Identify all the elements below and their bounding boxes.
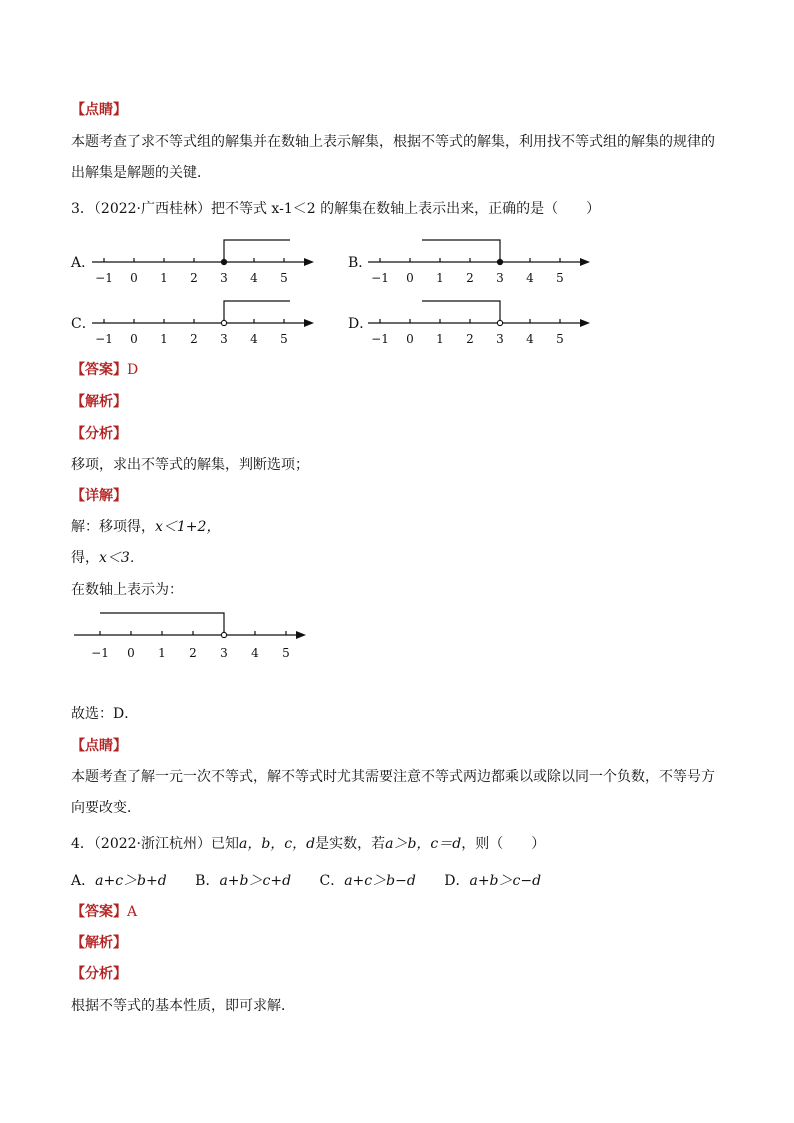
q3-jiexi-tag: 【解析】 [71, 394, 127, 410]
q4-answer-line [71, 902, 137, 922]
q3-option-c-tick-label: 0 [130, 332, 138, 346]
q4-answer-tag: 【答案】 [71, 904, 127, 920]
q3-answer-line [71, 360, 138, 380]
q3-solution-tick-label: 3 [220, 646, 228, 660]
q4-option-d [444, 873, 541, 889]
q4-jiexi-tag: 【解析】 [71, 935, 127, 951]
q4-option-b [195, 873, 291, 889]
q3-option-b-tick-label: 1 [436, 271, 444, 285]
q4-stem-mid: 是实数，若 [315, 836, 386, 852]
q3-option-b-tick-label: 3 [496, 271, 504, 285]
q3-option-b-tick-label: 2 [466, 271, 474, 285]
q3-step2 [71, 548, 144, 568]
q4-option-a [71, 873, 167, 889]
q3-solution-tick-label: −1 [91, 646, 109, 660]
q3-option-c-tick-label: −1 [95, 332, 113, 346]
q3-option-d-solution-ray [422, 301, 500, 323]
q4-option-c-letter: C． [319, 873, 345, 889]
q3-step1-prefix: 解：移项得， [71, 519, 155, 535]
q4-option-c-expr: a+c＞b−d [344, 873, 416, 889]
q3-answer-value: D [127, 362, 139, 378]
q3-solution-tick-label: 1 [158, 646, 166, 660]
q3-option-b-tick-label: 4 [526, 271, 534, 285]
q3-step2-math: x＜3． [99, 550, 144, 566]
q3-step3: 在数轴上表示为： [71, 582, 183, 598]
q3-option-a-tick-label: −1 [95, 271, 113, 285]
q3-option-a-tick-label: 2 [190, 271, 198, 285]
q3-option-c-tick-label: 3 [220, 332, 228, 346]
dianjing-text-2-line1: 本题考查了解一元一次不等式，解不等式时尤其需要注意不等式两边都乘以或除以同一个负数，不等号方 [71, 769, 715, 785]
q3-solution-tick-label: 2 [189, 646, 197, 660]
q3-fenxi-tag: 【分析】 [71, 426, 127, 442]
q4-stem-prefix: 4．（2022·浙江杭州）已知 [71, 836, 239, 852]
q3-step1 [71, 517, 220, 537]
q3-option-d-tick-label: 5 [556, 332, 564, 346]
q3-option-c-arrow [304, 319, 314, 327]
q3-step1-math: x＜1+2， [155, 519, 221, 535]
q3-fenxi-text: 移项，求出不等式的解集，判断选项； [71, 457, 309, 473]
q3-solution-tick-label: 0 [127, 646, 135, 660]
q3-solution-arrow [296, 631, 306, 639]
q3-solution-tick-label: 4 [251, 646, 259, 660]
dianjing-text-1-line1: 本题考查了求不等式组的解集并在数轴上表示解集，根据不等式的解集，利用找不等式组的解集的规律的 [71, 134, 715, 150]
q3-option-d-tick-label: 0 [406, 332, 414, 346]
q3-answer-tag: 【答案】 [71, 362, 127, 378]
q4-stem [71, 834, 545, 854]
q3-option-b-solution-ray [422, 240, 500, 262]
q3-option-d-letter: D． [348, 316, 374, 332]
q3-option-c-tick-label: 1 [160, 332, 168, 346]
dianjing-text-1-line2: 出解集是解题的关键． [71, 165, 211, 181]
dianjing-tag-1: 【点睛】 [71, 102, 127, 118]
q3-option-d-tick-label: −1 [371, 332, 389, 346]
q3-option-b-tick-label: 5 [556, 271, 564, 285]
q3-option-d-tick-label: 3 [496, 332, 504, 346]
q3-option-a-tick-label: 3 [220, 271, 228, 285]
q4-option-a-expr: a+c＞b+d [95, 873, 167, 889]
q3-option-d-tick-label: 2 [466, 332, 474, 346]
q3-option-b-letter: B． [348, 255, 373, 271]
q3-option-a-letter: A． [71, 255, 96, 271]
q3-option-c-tick-label: 2 [190, 332, 198, 346]
q3-option-a-closed-point [221, 259, 226, 264]
q4-fenxi-text: 根据不等式的基本性质，即可求解． [71, 998, 295, 1014]
q3-option-c-solution-ray [224, 301, 290, 323]
q3-option-a-arrow [304, 258, 314, 266]
q3-option-a-solution-ray [224, 240, 290, 262]
q3-option-c-tick-label: 5 [280, 332, 288, 346]
q3-option-b-tick-label: −1 [371, 271, 389, 285]
q3-option-b-number-line [366, 234, 596, 290]
q3-step2-prefix: 得， [71, 550, 99, 566]
q3-option-a-tick-label: 1 [160, 271, 168, 285]
q3-option-b-closed-point [497, 259, 502, 264]
q3-option-a-number-line [90, 234, 320, 290]
q3-option-d-number-line [366, 295, 596, 351]
q3-option-d-open-point [497, 320, 502, 325]
q3-stem: 3．（2022·广西桂林）把不等式 x-1＜2 的解集在数轴上表示出来，正确的是（ ） [71, 201, 601, 217]
q3-option-c-letter: C． [71, 316, 96, 332]
q3-option-a-tick-label: 0 [130, 271, 138, 285]
q4-option-d-letter: D． [444, 873, 470, 889]
q4-option-b-letter: B． [195, 873, 220, 889]
q4-stem-condition: a＞b，c＝d [385, 836, 462, 852]
dianjing-text-2-line2: 向要改变． [71, 800, 141, 816]
q3-option-b-tick-label: 0 [406, 271, 414, 285]
q4-option-d-expr: a+b＞c−d [469, 873, 542, 889]
q3-solution-number-line [70, 608, 320, 664]
q3-option-d-arrow [580, 319, 590, 327]
q3-option-d-tick-label: 4 [526, 332, 534, 346]
q4-fenxi-tag: 【分析】 [71, 966, 127, 982]
q3-option-b-arrow [580, 258, 590, 266]
q4-answer-value: A [127, 904, 138, 920]
q3-option-a-tick-label: 4 [250, 271, 258, 285]
q4-option-c [319, 873, 415, 889]
q4-options [71, 871, 565, 891]
q4-option-a-letter: A． [71, 873, 96, 889]
q3-solution-tick-label: 5 [282, 646, 290, 660]
q3-option-c-tick-label: 4 [250, 332, 258, 346]
q3-solution-open-point [221, 632, 226, 637]
q4-stem-vars: a，b，c，d [239, 836, 316, 852]
q3-option-d-tick-label: 1 [436, 332, 444, 346]
q4-stem-end: ，则（ ） [461, 836, 546, 852]
q3-option-c-open-point [221, 320, 226, 325]
q4-option-b-expr: a+b＞c+d [219, 873, 292, 889]
q3-option-a-tick-label: 5 [280, 271, 288, 285]
q3-xiangjie-tag: 【详解】 [71, 488, 127, 504]
q3-option-c-number-line [90, 295, 320, 351]
q3-choose: 故选：D． [71, 706, 139, 722]
dianjing-tag-2: 【点睛】 [71, 738, 127, 754]
